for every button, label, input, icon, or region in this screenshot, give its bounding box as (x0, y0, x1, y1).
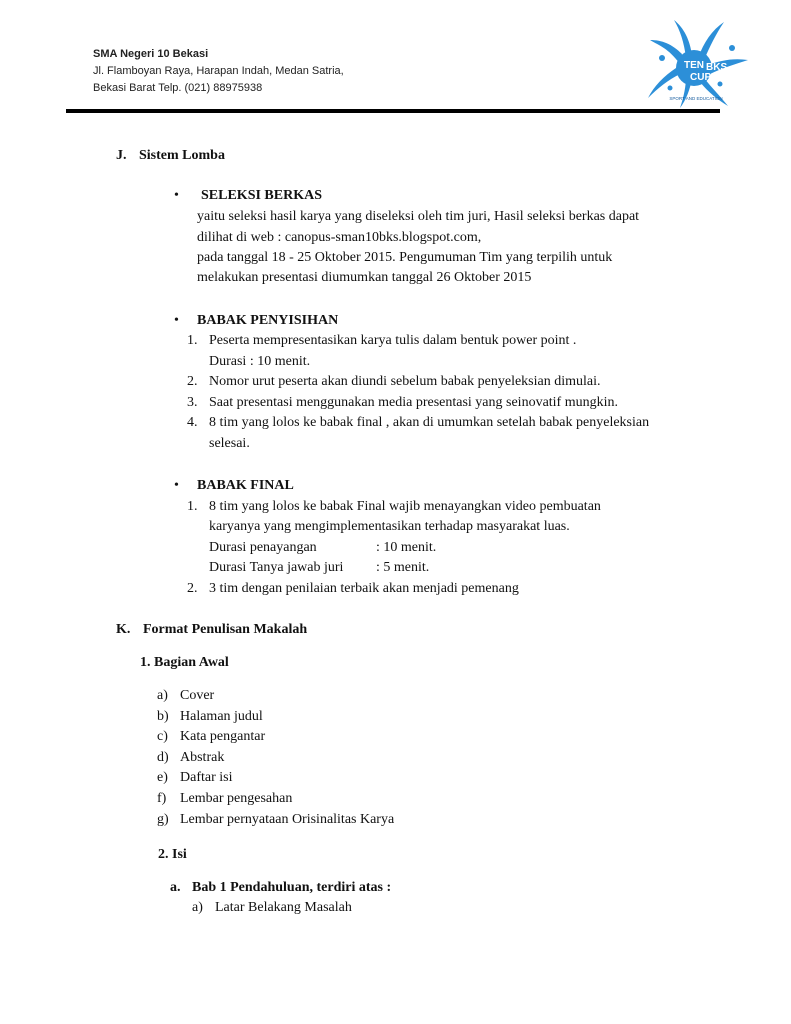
seleksi-line: dilihat di web : canopus-sman10bks.blogspot.com, (197, 230, 482, 245)
penyisihan-item-text: 8 tim yang lolos ke babak final , akan di umumkan setelah babak penyeleksian (209, 415, 650, 430)
durasi-label: Durasi penayangan (209, 540, 317, 555)
section-j-title: Sistem Lomba (139, 148, 225, 163)
seleksi-line: pada tanggal 18 - 25 Oktober 2015. Pengumuman Tim yang terpilih untuk (197, 250, 613, 265)
seleksi-title: SELEKSI BERKAS (201, 188, 322, 203)
list-marker: e) (157, 770, 168, 785)
bullet-icon: • (174, 188, 179, 203)
logo-text-1: TEN (684, 60, 704, 71)
durasi-label: Durasi Tanya jawab juri (209, 560, 344, 575)
school-address-line1: Jl. Flamboyan Raya, Harapan Indah, Medan Satria, (93, 65, 344, 77)
school-address-line2: Bekasi Barat Telp. (021) 88975938 (93, 82, 263, 94)
penyisihan-title: BABAK PENYISIHAN (197, 313, 339, 328)
school-logo (640, 18, 752, 110)
section-k-title: Format Penulisan Makalah (143, 622, 308, 637)
list-item: Cover (180, 688, 215, 703)
logo-text-3: CUP (690, 72, 712, 83)
logo-tagline: SPORT AND EDUCATION (669, 96, 723, 101)
bab1-title: Bab 1 Pendahuluan, terdiri atas : (192, 880, 392, 895)
penyisihan-item-num: 3. (187, 395, 198, 410)
list-item: Lembar pernyataan Orisinalitas Karya (180, 812, 395, 827)
isi-title: 2. Isi (158, 847, 187, 862)
list-marker: a) (157, 688, 168, 703)
bab1-marker: a. (170, 880, 181, 895)
list-item: Daftar isi (180, 770, 233, 785)
penyisihan-item-text: Peserta mempresentasikan karya tulis dalam bentuk power point . (209, 333, 577, 348)
durasi-value: : 5 menit. (376, 560, 430, 575)
penyisihan-item-text: selesai. (209, 436, 250, 451)
section-k-marker: K. (116, 622, 131, 637)
header-divider (66, 109, 720, 113)
list-marker: c) (157, 729, 168, 744)
bullet-icon: • (174, 313, 179, 328)
list-item: Lembar pengesahan (180, 791, 293, 806)
final-item-num: 1. (187, 499, 198, 514)
penyisihan-item-text: Nomor urut peserta akan diundi sebelum babak penyeleksian dimulai. (209, 374, 601, 389)
list-item: Abstrak (180, 750, 225, 765)
final-item-text: 3 tim dengan penilaian terbaik akan menjadi pemenang (209, 581, 519, 596)
bullet-icon: • (174, 478, 179, 493)
list-marker: g) (157, 812, 169, 827)
list-marker: d) (157, 750, 169, 765)
durasi-value: : 10 menit. (376, 540, 437, 555)
section-j-marker: J. (116, 148, 127, 163)
seleksi-line: yaitu seleksi hasil karya yang diseleksi oleh tim juri, Hasil seleksi berkas dapat (197, 209, 640, 224)
penyisihan-item-num: 4. (187, 415, 198, 430)
penyisihan-item-text: Durasi : 10 menit. (209, 354, 311, 369)
penyisihan-item-num: 1. (187, 333, 198, 348)
penyisihan-item-text: Saat presentasi menggunakan media presentasi yang seinovatif mungkin. (209, 395, 619, 410)
logo-splash (650, 40, 682, 64)
final-title: BABAK FINAL (197, 478, 294, 493)
list-item: Latar Belakang Masalah (215, 900, 352, 915)
penyisihan-item-num: 2. (187, 374, 198, 389)
list-item: Kata pengantar (180, 729, 266, 744)
seleksi-line: melakukan presentasi diumumkan tanggal 26 Oktober 2015 (197, 270, 532, 285)
list-marker: b) (157, 709, 169, 724)
list-marker: f) (157, 791, 167, 806)
final-item-num: 2. (187, 581, 198, 596)
list-item: Halaman judul (180, 709, 263, 724)
final-item-text: karyanya yang mengimplementasikan terhadap masyarakat luas. (209, 519, 570, 534)
letterhead (93, 46, 344, 97)
bagian-awal-title: 1. Bagian Awal (140, 655, 229, 670)
final-item-text: 8 tim yang lolos ke babak Final wajib menayangkan video pembuatan (209, 499, 601, 514)
logo-text-2: BKS (706, 62, 728, 73)
list-marker: a) (192, 900, 203, 915)
school-name: SMA Negeri 10 Bekasi (93, 48, 209, 60)
